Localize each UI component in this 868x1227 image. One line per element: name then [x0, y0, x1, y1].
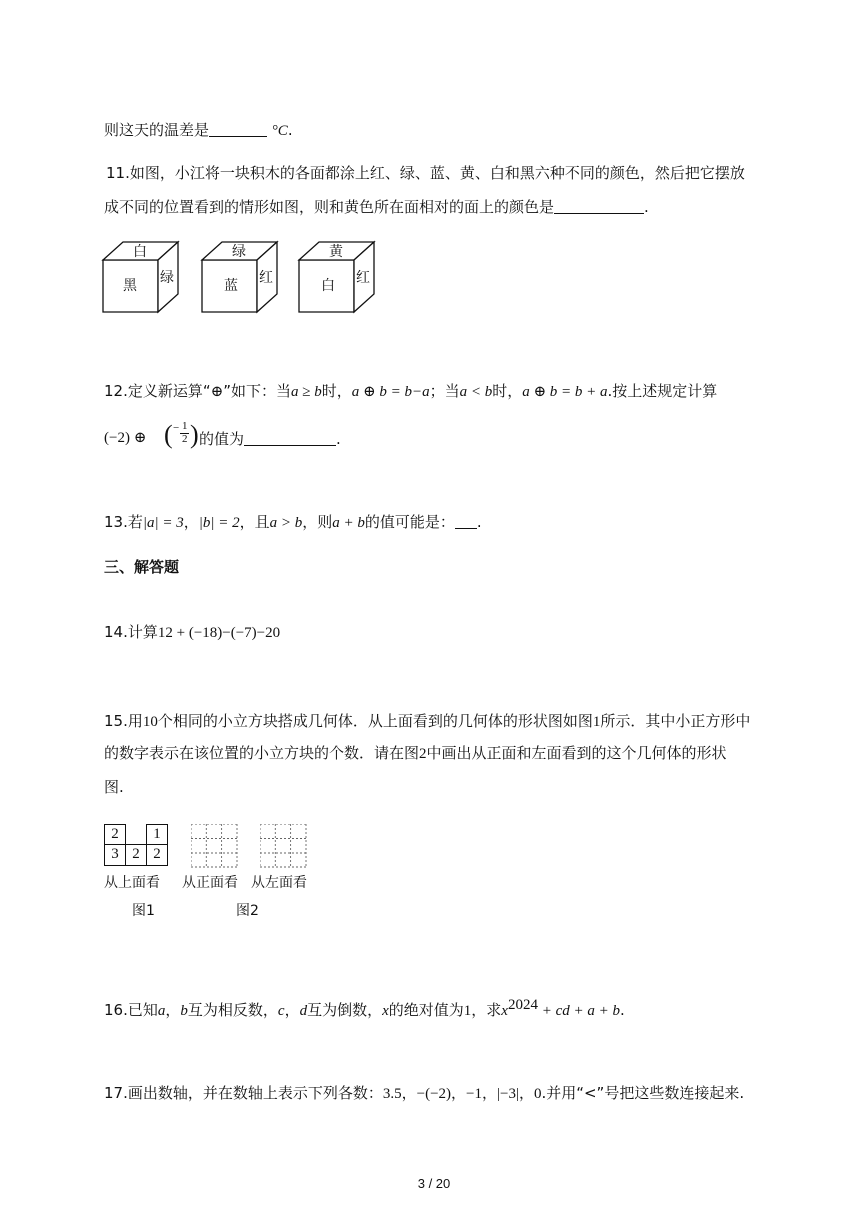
q15-line2: 的数字表示在该位置的小立方块的个数．请在图2中画出从正面和左面看到的这个几何体的形状 [104, 744, 727, 762]
q17-numbers: 3.5，−(−2)，−1，|−3|，0 [382, 1086, 542, 1102]
q11-line2 [104, 197, 649, 217]
q12-text: 12.定义新运算“ [104, 382, 211, 400]
q13-e1: |a| = 3 [142, 515, 184, 531]
q16-expr: + cd + a + b [537, 1003, 620, 1019]
cube-top-label: 黄 [329, 244, 343, 260]
answer-blank[interactable] [554, 199, 644, 214]
answer-blank[interactable] [209, 122, 267, 137]
page-number: 3 / 20 [417, 1176, 451, 1191]
q14-expr: 12 + (−18)−(−7)−20 [157, 625, 281, 641]
front-view-dashed-grid[interactable] [191, 824, 239, 872]
q12-text: 时， [492, 382, 523, 400]
q15-line3: 图. [104, 778, 124, 796]
q13-line: 13.若|a| = 3，|b| = 2，且a > b，则a + b的值可能是： . [104, 513, 482, 531]
q15-line1: 15.用10个相同的小立方块搭成几何体．从上面看到的几何体的形状图如图1所示．其中小正方形中 [104, 712, 751, 730]
q12-text: .按上述规定计算 [607, 382, 718, 400]
cube-top-label: 绿 [232, 244, 246, 260]
cube-front-label: 黑 [123, 278, 137, 294]
q11-line2-text: 成不同的位置看到的情形如图，则和黄色所在面相对的面上的颜色是 [104, 198, 555, 216]
q10-unit: °C [271, 123, 288, 139]
q13-e2: |b| = 2 [198, 515, 240, 531]
cube-side-label: 绿 [160, 270, 174, 286]
grid-cell: 2 [125, 844, 147, 866]
minus-sign: − [173, 422, 180, 434]
grid-cell: 3 [104, 844, 126, 866]
paren-close: ) [190, 420, 199, 449]
caption-front-view: 从正面看 [182, 875, 238, 891]
caption-top-view: 从上面看 [104, 875, 160, 891]
fraction-numerator: 1 [182, 420, 188, 432]
q12-text: 时， [321, 382, 352, 400]
figure-2-label: 图2 [236, 903, 259, 919]
q12-cond1: a ≥ b [291, 384, 322, 400]
q10-end: . [287, 121, 293, 139]
q12-line1 [104, 381, 717, 402]
q16-exponent: 2024 [507, 997, 538, 1013]
grid-cell: 2 [104, 824, 126, 845]
q14-text: 14.计算 [104, 623, 158, 641]
answer-blank[interactable] [244, 431, 336, 446]
q10-tail [104, 120, 293, 141]
q10-prefix: 则这天的温差是 [104, 121, 210, 139]
cube-top-label: 白 [133, 244, 147, 260]
cube-1 [103, 240, 183, 319]
q16-line: 16.已知a，b互为相反数，c，d互为倒数，x的绝对值为1，求$x^{2024}$ + cd + a + b. [104, 997, 625, 1019]
cube-side-label: 红 [259, 270, 273, 286]
cube-3 [299, 240, 379, 319]
q17-line: 17.画出数轴，并在数轴上表示下列各数：3.5，−(−2)，−1，|−3|，0.并用“<”号把这些数连接起来. [104, 1084, 745, 1102]
fraction-denominator: 2 [182, 433, 188, 445]
cube-side-label: 红 [356, 270, 370, 286]
q12-expr-left: (−2) ⊕ [104, 430, 147, 446]
q13-e3: a > b [269, 515, 303, 531]
paren-open: ( [164, 420, 173, 449]
q14-line [104, 622, 280, 643]
q12-text: ”如下：当 [223, 382, 291, 400]
q16-power-base: x [501, 1003, 508, 1019]
top-view-grid [104, 824, 168, 866]
grid-cell: 1 [146, 824, 168, 845]
q12-text: ；当 [429, 382, 460, 400]
grid-cell: 2 [146, 844, 168, 866]
q13-text: 13.若 [104, 513, 143, 531]
cube-front-label: 白 [321, 278, 335, 294]
q12-op: ⊕ [210, 384, 224, 400]
q12-cond2: a < b [459, 384, 493, 400]
q12-expr1: a ⊕ b = b−a [351, 384, 430, 400]
figure-1-label: 图1 [132, 903, 155, 919]
q13-e4: a + b [332, 515, 365, 531]
q12-line2-suffix: 的值为 . [199, 430, 341, 448]
caption-left-view: 从左面看 [251, 875, 307, 891]
answer-blank[interactable] [455, 514, 477, 529]
left-view-dashed-grid[interactable] [260, 824, 308, 872]
q12-expr2: a ⊕ b = b + a [522, 384, 608, 400]
cube-front-label: 蓝 [224, 278, 238, 294]
q11-end: . [644, 198, 649, 216]
cube-2 [202, 240, 282, 319]
section-heading: 三、解答题 [104, 558, 180, 576]
q11-line1: 11.如图，小江将一块积木的各面都涂上红、绿、蓝、黄、白和黑六种不同的颜色，然后把它摆放 [106, 164, 745, 182]
